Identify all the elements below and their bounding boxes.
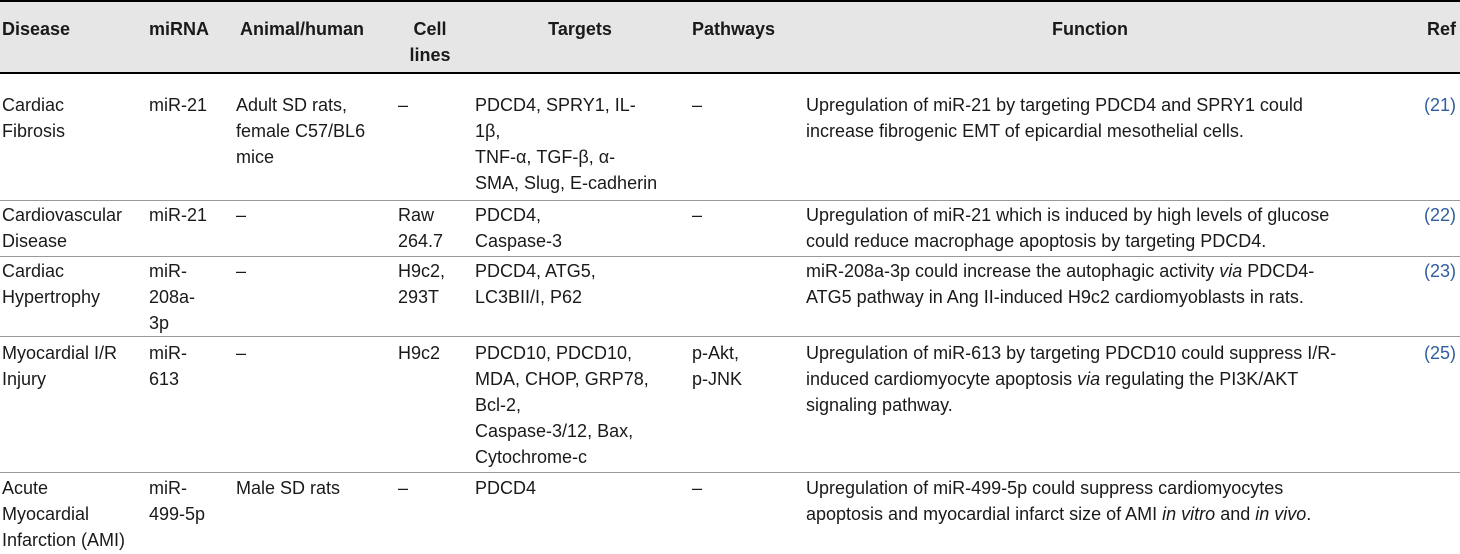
cell-pathways: – [692, 478, 703, 498]
cell-cell-lines: – [398, 478, 409, 498]
header-pathways: Pathways [692, 19, 776, 39]
cell-cell-lines: H9c2 [398, 343, 441, 363]
cell-mirna: miR- 208a- 3p [149, 261, 196, 333]
cell-mirna: miR-21 [149, 95, 208, 115]
cell-mirna: miR- 613 [149, 343, 187, 389]
header-row [0, 2, 1460, 72]
cell-pathways: – [692, 205, 703, 225]
cell-disease: Cardiac Hypertrophy [2, 261, 101, 307]
cell-pathways: – [692, 95, 703, 115]
cell-function: Upregulation of miR-613 by targeting PDCD10 could suppress I/R- induced cardiomyocyte apoptosis via regulating the PI3K/AKT signaling pathway. [806, 343, 1337, 415]
row-rule [0, 256, 1460, 257]
cell-animal: – [236, 343, 247, 363]
cell-targets: PDCD10, PDCD10, MDA, CHOP, GRP78, Bcl-2, Caspase-3/12, Bax, Cytochrome-c [475, 343, 649, 467]
header-disease: Disease [2, 19, 71, 39]
cell-ref: (25) [1423, 343, 1456, 363]
header-animal: Animal/human [240, 19, 365, 39]
cell-ref: (23) [1423, 261, 1456, 281]
cell-mirna: miR-21 [149, 205, 208, 225]
cell-disease: Cardiovascular Disease [2, 205, 123, 251]
cell-disease: Myocardial I/R Injury [2, 343, 118, 389]
cell-pathways: p-Akt, p-JNK [692, 343, 743, 389]
cell-targets: PDCD4 [475, 478, 537, 498]
cell-ref: (22) [1423, 205, 1456, 225]
header-cell-lines: Cell lines [409, 19, 451, 65]
cell-disease: Acute Myocardial Infarction (AMI) [2, 478, 126, 550]
cell-function: miR-208a-3p could increase the autophagic activity via PDCD4- ATG5 pathway in Ang II-induced H9c2 cardiomyoblasts in rats. [806, 261, 1315, 307]
cell-targets: PDCD4, ATG5, LC3BII/I, P62 [475, 261, 596, 307]
header-function: Function [1052, 19, 1128, 39]
row-rule [0, 200, 1460, 201]
cell-animal: Male SD rats [236, 478, 341, 498]
header-ref: Ref [1426, 19, 1456, 39]
cell-function: Upregulation of miR-499-5p could suppress cardiomyocytes apoptosis and myocardial infarct size of AMI in vitro and in vivo. [806, 478, 1312, 524]
cell-cell-lines: – [398, 95, 409, 115]
header-targets: Targets [548, 19, 612, 39]
header-mirna: miRNA [149, 19, 210, 39]
cell-targets: PDCD4, Caspase-3 [475, 205, 563, 251]
cell-function: Upregulation of miR-21 which is induced by high levels of glucose could reduce macrophage apoptosis by targeting PDCD4. [806, 205, 1330, 251]
cell-function: Upregulation of miR-21 by targeting PDCD4 and SPRY1 could increase fibrogenic EMT of epicardial mesothelial cells. [806, 95, 1303, 141]
row-rule [0, 336, 1460, 337]
header-rule [0, 72, 1460, 74]
cell-cell-lines: Raw 264.7 [398, 205, 444, 251]
cell-mirna: miR- 499-5p [149, 478, 206, 524]
row-rule [0, 472, 1460, 473]
cell-animal: Adult SD rats, female C57/BL6 mice [236, 95, 366, 167]
cell-animal: – [236, 261, 247, 281]
cell-ref: (21) [1423, 95, 1456, 115]
cell-animal: – [236, 205, 247, 225]
cell-disease: Cardiac Fibrosis [2, 95, 66, 141]
cell-cell-lines: H9c2, 293T [398, 261, 446, 307]
cell-targets: PDCD4, SPRY1, IL- 1β, TNF-α, TGF-β, α- SMA, Slug, E-cadherin [475, 95, 658, 193]
